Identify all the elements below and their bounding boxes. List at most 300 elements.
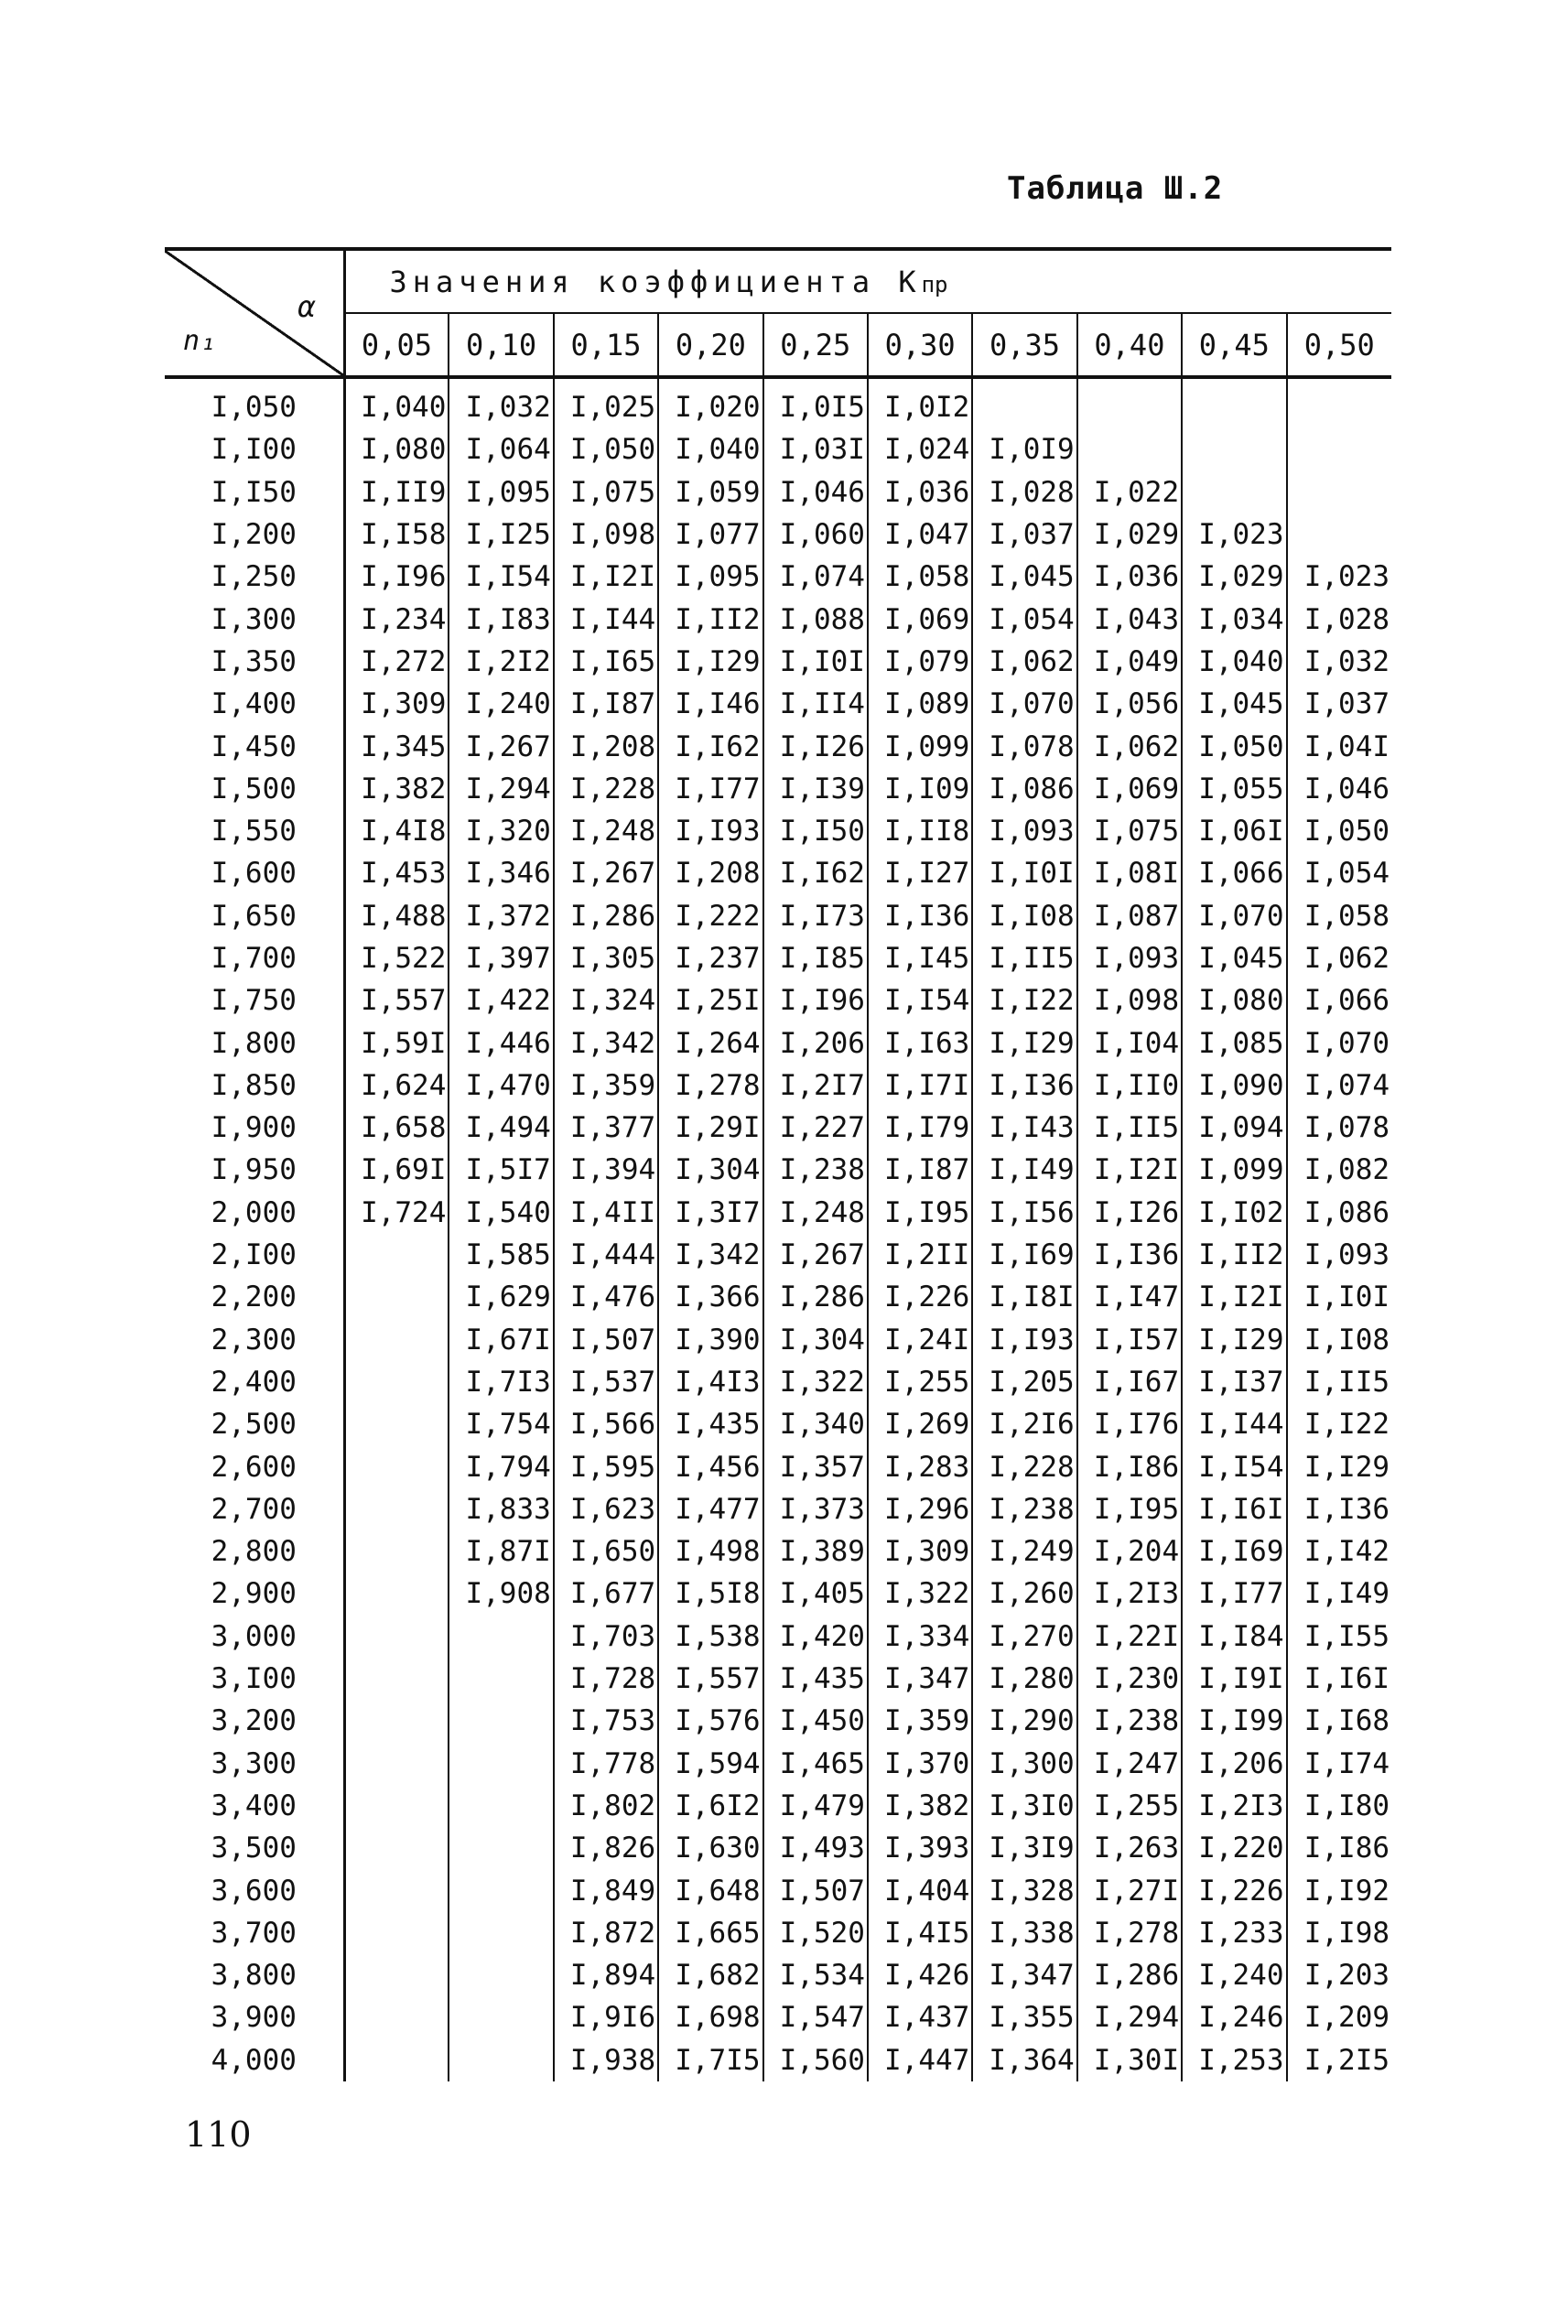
coefficient-cell: I,023 (1182, 513, 1286, 556)
coefficient-cell: I,435 (658, 1403, 762, 1445)
n1-value-cell: I,200 (211, 518, 297, 552)
coefficient-cell: I,488 (344, 895, 449, 937)
coefficient-cell: I,I69 (1182, 1530, 1286, 1573)
coefficient-cell: I,522 (344, 937, 449, 979)
coefficient-cell: I,I37 (1182, 1361, 1286, 1403)
coefficient-cell: I,I77 (658, 768, 762, 810)
coefficient-cell: I,I0I (972, 852, 1076, 894)
coefficient-cell: I,204 (1077, 1530, 1182, 1573)
coefficient-cell: I,099 (868, 725, 972, 767)
coefficient-cell: I,228 (972, 1445, 1076, 1487)
n1-value-cell: I,650 (211, 899, 297, 933)
n1-value-cell: I,I00 (211, 433, 297, 467)
coefficient-cell: I,246 (1182, 1996, 1286, 2038)
coefficient-cell: I,I0I (763, 641, 868, 683)
coefficient-cell: I,077 (658, 513, 762, 556)
coefficient-cell: I,I73 (763, 895, 868, 937)
coefficient-cell: I,069 (1077, 768, 1182, 810)
coefficient-cell: I,22I (1077, 1616, 1182, 1658)
coefficient-cell (344, 1996, 449, 2038)
coefficient-cell: I,088 (763, 598, 868, 640)
coefficient-cell: I,253 (1182, 2039, 1286, 2081)
coefficient-cell: I,054 (972, 598, 1076, 640)
coefficient-cell: I,I69 (972, 1234, 1076, 1276)
coefficient-cell: I,II9 (344, 471, 449, 513)
coefficient-cell: I,II8 (868, 810, 972, 852)
table-row (165, 1827, 1391, 1869)
coefficient-cell: I,263 (1077, 1827, 1182, 1869)
coefficient-cell: I,364 (972, 2039, 1076, 2081)
coefficient-cell: I,I29 (972, 1021, 1076, 1064)
coefficient-cell: I,087 (1077, 895, 1182, 937)
coefficient-cell (344, 1785, 449, 1827)
coefficient-cell: I,283 (868, 1445, 972, 1487)
coefficient-cell: I,309 (344, 683, 449, 725)
coefficient-cell: I,I8I (972, 1276, 1076, 1318)
n1-value-cell: 3,200 (211, 1704, 297, 1738)
coefficient-cell (344, 1403, 449, 1445)
coefficient-cell (449, 1658, 553, 1700)
n1-value-cell: I,750 (211, 984, 297, 1018)
coefficient-cell: I,24I (868, 1319, 972, 1361)
coefficient-cell: I,300 (972, 1743, 1076, 1785)
coefficient-cell: I,59I (344, 1021, 449, 1064)
n1-value-cell: I,550 (211, 815, 297, 849)
coefficient-cell: I,7I5 (658, 2039, 762, 2081)
coefficient-cell: I,I36 (868, 895, 972, 937)
coefficient-cell: I,2I5 (1287, 2039, 1392, 2081)
coefficient-cell: I,585 (449, 1234, 553, 1276)
coefficient-cell: I,87I (449, 1530, 553, 1573)
coefficient-cell: I,08I (1077, 852, 1182, 894)
coefficient-cell: I,070 (1287, 1021, 1392, 1064)
coefficient-cell: I,I47 (1077, 1276, 1182, 1318)
coefficient-cell: I,393 (868, 1827, 972, 1869)
coefficient-cell: I,032 (1287, 641, 1392, 683)
coefficient-cell: I,267 (449, 725, 553, 767)
coefficient-cell: I,648 (658, 1869, 762, 1911)
coefficient-cell: I,534 (763, 1954, 868, 1996)
coefficient-cell: I,426 (868, 1954, 972, 1996)
coefficient-cell (1287, 513, 1392, 556)
coefficient-cell: I,037 (972, 513, 1076, 556)
coefficient-cell: I,833 (449, 1488, 553, 1530)
coefficient-cell: I,456 (658, 1445, 762, 1487)
coefficient-cell: I,050 (1182, 725, 1286, 767)
coefficient-cell: I,I26 (1077, 1192, 1182, 1234)
coefficient-cell: I,066 (1182, 852, 1286, 894)
coefficient-cell: I,248 (554, 810, 658, 852)
coefficient-cell: I,I29 (658, 641, 762, 683)
n1-value-cell: I,950 (211, 1153, 297, 1187)
column-header-alpha: 0,15 (554, 313, 658, 377)
coefficient-cell: I,I39 (763, 768, 868, 810)
coefficient-cell: I,I04 (1077, 1021, 1182, 1064)
coefficient-cell: I,394 (554, 1149, 658, 1191)
n1-value-cell: I,I50 (211, 475, 297, 509)
table-row (165, 377, 1391, 428)
coefficient-cell (449, 1954, 553, 1996)
coefficient-cell: I,437 (868, 1996, 972, 2038)
coefficient-cell (344, 1361, 449, 1403)
coefficient-cell: I,I56 (972, 1192, 1076, 1234)
coefficient-cell: I,I54 (449, 556, 553, 598)
coefficient-cell: I,024 (868, 428, 972, 470)
coefficient-cell (344, 1530, 449, 1573)
coefficient-cell: I,682 (658, 1954, 762, 1996)
column-header-alpha: 0,45 (1182, 313, 1286, 377)
coefficient-cell: I,208 (554, 725, 658, 767)
coefficient-cell (344, 1234, 449, 1276)
coefficient-cell: I,304 (658, 1149, 762, 1191)
coefficient-cell: I,079 (868, 641, 972, 683)
table-row (165, 1149, 1391, 1191)
coefficient-cell: I,227 (763, 1107, 868, 1149)
n1-value-cell: 3,700 (211, 1916, 297, 1950)
coefficient-cell: I,29I (658, 1107, 762, 1149)
coefficient-cell: I,066 (1287, 979, 1392, 1021)
coefficient-cell: I,665 (658, 1912, 762, 1954)
table-caption: Таблица Ш.2 (1007, 170, 1224, 207)
coefficient-cell (1287, 471, 1392, 513)
coefficient-cell: I,I96 (344, 556, 449, 598)
coefficient-cell: I,069 (868, 598, 972, 640)
coefficient-cell: I,II4 (763, 683, 868, 725)
coefficient-cell: I,359 (554, 1065, 658, 1107)
table-row (165, 1658, 1391, 1700)
coefficient-cell: I,I42 (1287, 1530, 1392, 1573)
coefficient-cell: I,I93 (658, 810, 762, 852)
coefficient-cell: I,I09 (868, 768, 972, 810)
coefficient-cell: I,03I (763, 428, 868, 470)
coefficient-cell: I,046 (763, 471, 868, 513)
n1-value-cell: I,250 (211, 560, 297, 594)
coefficient-cell: I,I7I (868, 1065, 972, 1107)
n1-value-cell: 2,400 (211, 1365, 297, 1399)
coefficient-cell: I,086 (1287, 1192, 1392, 1234)
coefficient-cell: I,070 (972, 683, 1076, 725)
coefficient-cell: I,I57 (1077, 1319, 1182, 1361)
coefficient-cell: I,334 (868, 1616, 972, 1658)
coefficient-cell: I,058 (868, 556, 972, 598)
coefficient-cell: I,I46 (658, 683, 762, 725)
coefficient-cell: I,0I5 (763, 377, 868, 428)
coefficient-cell: I,507 (554, 1319, 658, 1361)
coefficient-cell: I,237 (658, 937, 762, 979)
table-row (165, 556, 1391, 598)
coefficient-cell: I,I99 (1182, 1700, 1286, 1742)
coefficient-cell (344, 1276, 449, 1318)
table-row (165, 725, 1391, 767)
coefficient-cell: I,060 (763, 513, 868, 556)
coefficient-cell: I,623 (554, 1488, 658, 1530)
coefficient-cell (344, 1319, 449, 1361)
coefficient-cell: I,230 (1077, 1658, 1182, 1700)
coefficient-cell: I,595 (554, 1445, 658, 1487)
coefficient-cell: I,507 (763, 1869, 868, 1911)
coefficient-cell: I,338 (972, 1912, 1076, 1954)
coefficient-cell: I,724 (344, 1192, 449, 1234)
table-row (165, 1573, 1391, 1615)
coefficient-cell: I,357 (763, 1445, 868, 1487)
coefficient-cell: I,I36 (1287, 1488, 1392, 1530)
coefficient-cell: I,I74 (1287, 1743, 1392, 1785)
coefficient-cell: I,272 (344, 641, 449, 683)
coefficient-cell: I,373 (763, 1488, 868, 1530)
coefficient-cell: I,69I (344, 1149, 449, 1191)
coefficient-cell: I,055 (1182, 768, 1286, 810)
n1-value-cell: I,450 (211, 730, 297, 763)
coefficient-cell: I,294 (449, 768, 553, 810)
coefficient-cell: I,826 (554, 1827, 658, 1869)
n1-value-cell: 2,300 (211, 1323, 297, 1357)
table-row (165, 1954, 1391, 1996)
coefficient-cell: I,209 (1287, 1996, 1392, 2038)
table-row (165, 1234, 1391, 1276)
coefficient-cell: I,255 (1077, 1785, 1182, 1827)
n1-value-cell: 3,I00 (211, 1662, 297, 1696)
coefficient-cell: I,753 (554, 1700, 658, 1742)
coefficient-cell: I,I87 (554, 683, 658, 725)
n1-value-cell: 3,400 (211, 1789, 297, 1822)
table-row (165, 895, 1391, 937)
coefficient-cell: I,908 (449, 1573, 553, 1615)
coefficient-cell: I,080 (344, 428, 449, 470)
coefficient-cell: I,849 (554, 1869, 658, 1911)
coefficient-cell: I,I44 (554, 598, 658, 640)
coefficient-cell: I,537 (554, 1361, 658, 1403)
coefficient-cell: I,II2 (658, 598, 762, 640)
n1-value-cell: I,600 (211, 857, 297, 891)
coefficient-cell (344, 1743, 449, 1785)
coefficient-cell: I,045 (1182, 683, 1286, 725)
table-row (165, 513, 1391, 556)
coefficient-cell: I,034 (1182, 598, 1286, 640)
coefficient-cell: I,I98 (1287, 1912, 1392, 1954)
coefficient-cell (1182, 428, 1286, 470)
coefficient-cell: I,305 (554, 937, 658, 979)
coefficient-cell: I,7I3 (449, 1361, 553, 1403)
coefficient-cell (1077, 428, 1182, 470)
table-title-text: Значения коэффициента К (389, 264, 922, 299)
table-row (165, 1192, 1391, 1234)
table-row (165, 641, 1391, 683)
coefficient-cell: I,390 (658, 1319, 762, 1361)
coefficient-cell: I,089 (868, 683, 972, 725)
coefficient-cell: I,0I9 (972, 428, 1076, 470)
coefficient-cell: I,206 (763, 1021, 868, 1064)
coefficient-cell (344, 1912, 449, 1954)
coefficient-cell: I,2II (868, 1234, 972, 1276)
coefficient-cell: I,I36 (972, 1065, 1076, 1107)
coefficient-cell: I,I45 (868, 937, 972, 979)
coefficient-cell: I,446 (449, 1021, 553, 1064)
coefficient-cell (344, 2039, 449, 2081)
coefficient-cell: I,II5 (972, 937, 1076, 979)
coefficient-cell: I,228 (554, 768, 658, 810)
coefficient-cell: I,058 (1287, 895, 1392, 937)
coefficient-cell: I,494 (449, 1107, 553, 1149)
coefficient-cell: I,I86 (1077, 1445, 1182, 1487)
coefficient-cell: I,050 (554, 428, 658, 470)
coefficient-cell: I,I08 (1287, 1319, 1392, 1361)
coefficient-cell (344, 1827, 449, 1869)
coefficient-cell: I,029 (1077, 513, 1182, 556)
n1-value-cell: 2,900 (211, 1577, 297, 1611)
coefficient-cell: I,476 (554, 1276, 658, 1318)
coefficient-cell: I,420 (763, 1616, 868, 1658)
coefficient-cell: I,075 (554, 471, 658, 513)
coefficient-cell: I,I84 (1182, 1616, 1286, 1658)
alpha-label: α (297, 289, 316, 324)
table-row (165, 1488, 1391, 1530)
coefficient-cell: I,872 (554, 1912, 658, 1954)
table-row (165, 1107, 1391, 1149)
coefficient-cell: I,4I5 (868, 1912, 972, 1954)
coefficient-cell: I,754 (449, 1403, 553, 1445)
coefficient-cell: I,I54 (868, 979, 972, 1021)
table-row (165, 768, 1391, 810)
coefficient-cell (449, 1996, 553, 2038)
column-header-row (165, 313, 1391, 377)
coefficient-cell: I,342 (554, 1021, 658, 1064)
column-header-alpha: 0,50 (1287, 313, 1392, 377)
coefficient-cell: I,208 (658, 852, 762, 894)
coefficient-cell: I,255 (868, 1361, 972, 1403)
n1-value-cell: I,050 (211, 391, 297, 425)
n1-value-cell: I,350 (211, 644, 297, 678)
coefficient-cell: I,444 (554, 1234, 658, 1276)
coefficient-cell: I,I95 (868, 1192, 972, 1234)
coefficient-cell: I,I62 (658, 725, 762, 767)
coefficient-cell: I,9I6 (554, 1996, 658, 2038)
coefficient-cell: I,II5 (1287, 1361, 1392, 1403)
coefficient-cell: I,540 (449, 1192, 553, 1234)
coefficient-cell: I,240 (1182, 1954, 1286, 1996)
coefficient-cell: I,382 (344, 768, 449, 810)
coefficient-cell: I,036 (868, 471, 972, 513)
coefficient-cell: I,203 (1287, 1954, 1392, 1996)
coefficient-cell (449, 1616, 553, 1658)
column-header-alpha: 0,10 (449, 313, 553, 377)
n1-value-cell: I,500 (211, 772, 297, 805)
coefficient-cell: I,029 (1182, 556, 1286, 598)
table-row (165, 1912, 1391, 1954)
coefficient-cell: I,794 (449, 1445, 553, 1487)
coefficient-cell: I,028 (972, 471, 1076, 513)
table-row (165, 598, 1391, 640)
coefficient-cell: I,247 (1077, 1743, 1182, 1785)
coefficient-cell: I,I95 (1077, 1488, 1182, 1530)
coefficient-cell: I,023 (1287, 556, 1392, 598)
coefficient-cell: I,566 (554, 1403, 658, 1445)
coefficient-cell: I,322 (868, 1573, 972, 1615)
coefficient-cell: I,045 (972, 556, 1076, 598)
coefficient-cell: I,658 (344, 1107, 449, 1149)
coefficient-cell (344, 1573, 449, 1615)
coefficient-cell: I,389 (763, 1530, 868, 1573)
n1-value-cell: 2,600 (211, 1450, 297, 1484)
table-row (165, 2039, 1391, 2081)
coefficient-cell: I,064 (449, 428, 553, 470)
coefficient-cell (449, 1827, 553, 1869)
n1-value-cell: I,900 (211, 1111, 297, 1145)
coefficient-cell: I,6I2 (658, 1785, 762, 1827)
coefficient-cell: I,I22 (1287, 1403, 1392, 1445)
coefficient-cell: I,040 (344, 377, 449, 428)
coefficient-cell (344, 1616, 449, 1658)
coefficient-cell: I,4I8 (344, 810, 449, 852)
coefficient-cell: I,I92 (1287, 1869, 1392, 1911)
coefficient-cell: I,I2I (554, 556, 658, 598)
coefficient-cell: I,557 (658, 1658, 762, 1700)
coefficient-cell: I,046 (1287, 768, 1392, 810)
corner-header-cell (165, 249, 344, 377)
coefficient-cell: I,075 (1077, 810, 1182, 852)
coefficient-cell: I,347 (972, 1954, 1076, 1996)
coefficient-cell: I,304 (763, 1319, 868, 1361)
coefficient-cell: I,355 (972, 1996, 1076, 2038)
coefficient-cell (344, 1488, 449, 1530)
table-row (165, 428, 1391, 470)
coefficient-cell: I,234 (344, 598, 449, 640)
coefficient-cell: I,248 (763, 1192, 868, 1234)
coefficient-cell: I,629 (449, 1276, 553, 1318)
coefficient-cell: I,477 (658, 1488, 762, 1530)
table-row (165, 852, 1391, 894)
coefficient-cell (449, 1785, 553, 1827)
coefficient-cell: I,098 (1077, 979, 1182, 1021)
coefficient-cell: I,2I3 (1182, 1785, 1286, 1827)
coefficient-cell: I,267 (763, 1234, 868, 1276)
column-header-alpha: 0,20 (658, 313, 762, 377)
table-row (165, 683, 1391, 725)
coefficient-cell: I,270 (972, 1616, 1076, 1658)
coefficient-cell: I,I26 (763, 725, 868, 767)
coefficient-cell (449, 1912, 553, 1954)
coefficient-cell: I,I63 (868, 1021, 972, 1064)
coefficient-cell: I,054 (1287, 852, 1392, 894)
table-row (165, 1445, 1391, 1487)
coefficient-cell: I,I49 (1287, 1573, 1392, 1615)
n1-value-cell: 2,I00 (211, 1238, 297, 1272)
coefficient-cell: I,037 (1287, 683, 1392, 725)
coefficient-cell: I,086 (972, 768, 1076, 810)
coefficient-cell: I,493 (763, 1827, 868, 1869)
coefficient-cell: I,397 (449, 937, 553, 979)
coefficient-cell: I,085 (1182, 1021, 1286, 1064)
coefficient-cell: I,I54 (1182, 1445, 1286, 1487)
coefficient-cell: I,894 (554, 1954, 658, 1996)
coefficient-cell: I,I22 (972, 979, 1076, 1021)
coefficient-cell: I,II2 (1182, 1234, 1286, 1276)
coefficient-cell (449, 1743, 553, 1785)
coefficient-cell (344, 1445, 449, 1487)
coefficient-cell (449, 1869, 553, 1911)
coefficient-cell (1077, 377, 1182, 428)
n1-value-cell: 3,300 (211, 1746, 297, 1780)
coefficient-cell: I,I29 (1287, 1445, 1392, 1487)
coefficient-cell: I,280 (972, 1658, 1076, 1700)
coefficient-cell: I,028 (1287, 598, 1392, 640)
coefficient-cell (1182, 471, 1286, 513)
column-header-alpha: 0,05 (344, 313, 449, 377)
coefficient-cell: I,I67 (1077, 1361, 1182, 1403)
coefficient-cell: I,370 (868, 1743, 972, 1785)
coefficient-cell: I,094 (1182, 1107, 1286, 1149)
table-row (165, 1319, 1391, 1361)
coefficient-cell: I,047 (868, 513, 972, 556)
